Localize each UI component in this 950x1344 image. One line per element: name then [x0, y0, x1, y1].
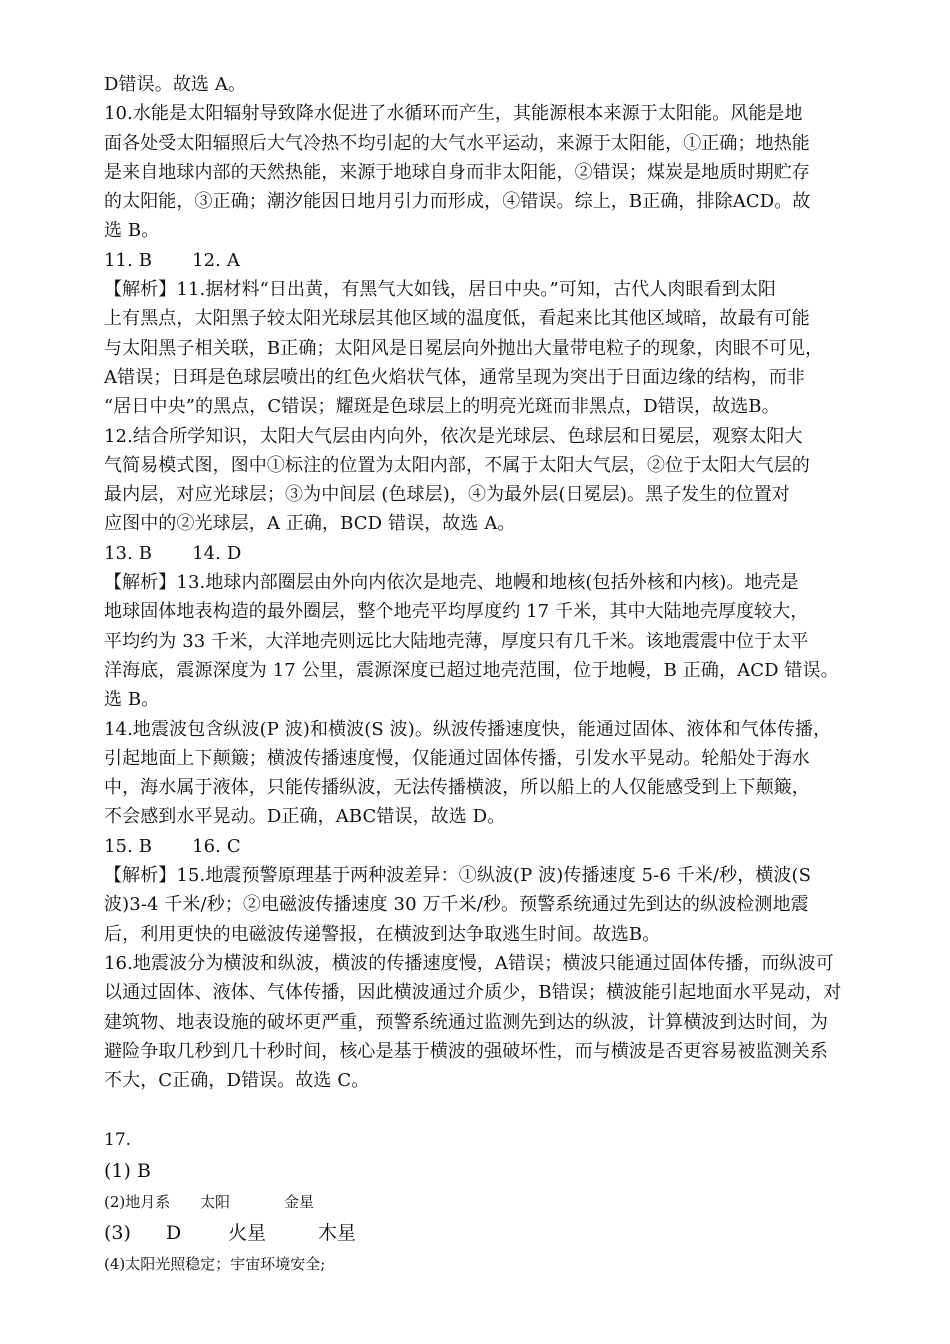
text-line: 应图中的②光球层，A 正确，BCD 错误，故选 A。	[104, 513, 516, 535]
text-line: 引起地面上下颠簸；横波传播速度慢，仅能通过固体传播，引发水平晃动。轮船处于海水	[104, 747, 810, 769]
text-line: 不会感到水平晃动。D正确，ABC错误，故选 D。	[104, 806, 506, 828]
text-line: 上有黑点，太阳黑子较太阳光球层其他区域的温度低，看起来比其他区域暗，故最有可能	[104, 308, 810, 330]
text-line: 【解析】11.据材料“日出黄，有黑气大如钱，居日中央。”可知，古代人肉眼看到太阳	[104, 279, 777, 301]
text-line: 10.水能是太阳辐射导致降水促进了水循环而产生，其能源根本来源于太阳能。风能是地	[104, 103, 803, 125]
question-17-part-3	[104, 1217, 864, 1249]
text-line: 不大，C正确，D错误。故选 C。	[104, 1070, 370, 1092]
document-page	[104, 70, 864, 1279]
text-line: 以通过固体、液体、气体传播，因此横波通过介质少，B错误；横波能引起地面水平晃动，对	[104, 982, 842, 1004]
text-line: “居日中央”的黑点，C错误；耀斑是色球层上的明亮光斑而非黑点，D错误，故选B。	[104, 396, 780, 418]
part-3-answer-c: 木星	[318, 1222, 357, 1245]
text-line: 后，利用更快的电磁波传递警报，在横波到达争取逃生时间。故选B。	[104, 923, 661, 945]
answer-11: 11. B	[104, 249, 153, 271]
answer-row	[104, 539, 864, 568]
part-2-label: (2)地月系	[104, 1193, 171, 1212]
text-line: 平均约为 33 千米，大洋地壳则远比大陆地壳薄，厚度只有几千米。该地震震中位于太平	[104, 630, 809, 652]
text-line: 气简易模式图，图中①标注的位置为太阳内部，不属于太阳大气层，②位于太阳大气层的	[104, 454, 810, 476]
text-line: 波)3-4 千米/秒；②电磁波传播速度 30 万千米/秒。预警系统通过先到达的纵波检测地震	[104, 894, 809, 916]
text-line: D错误。故选 A。	[104, 74, 247, 95]
text-line: 选 B。	[104, 220, 160, 242]
part-3-answer-b: 火星	[228, 1222, 267, 1245]
part-2-answer-b: 金星	[284, 1193, 315, 1212]
question-17-part-2	[104, 1187, 864, 1217]
text-line: 中，海水属于液体，只能传播纵波，无法传播横波，所以船上的人仅能感受到上下颠簸，	[104, 777, 810, 799]
text-line: A错误；日珥是色球层喷出的红色火焰状气体，通常呈现为突出于日面边缘的结构，而非	[104, 366, 805, 388]
text-line: 建筑物、地表设施的破坏更严重，预警系统通过监测先到达的纵波，计算横波到达时间，为	[104, 1011, 828, 1033]
text-line: 16.地震波分为横波和纵波，横波的传播速度慢，A错误；横波只能通过固体传播，而纵波可	[104, 952, 834, 974]
part-2-answer-a: 太阳	[200, 1193, 231, 1212]
text-line: 的太阳能，③正确；潮汐能因日地月引力而形成，④错误。综上，B正确，排除ACD。故	[104, 191, 811, 213]
text-line: 【解析】15.地震预警原理基于两种波差异：①纵波(P 波)传播速度 5-6 千米/秒，横波(S	[104, 865, 812, 887]
text-line: 选 B。	[104, 689, 160, 711]
answer-13: 13. B	[104, 542, 153, 564]
text-line: 是来自地球内部的天然热能，来源于地球自身而非太阳能，②错误；煤炭是地质时期贮存	[104, 161, 810, 183]
text-line: 地球固体地表构造的最外圈层，整个地壳平均厚度约 17 千米，其中大陆地壳厚度较大，	[104, 601, 809, 623]
text-line: 避险争取几秒到几十秒时间，核心是基于横波的强破坏性，而与横波是否更容易被监测关系	[104, 1040, 828, 1062]
text-line: 14.地震波包含纵波(P 波)和横波(S 波)。纵波传播速度快，能通过固体、液体和气体传播，	[104, 718, 832, 740]
part-3-answer-a: D	[166, 1222, 182, 1245]
answer-row	[104, 832, 864, 861]
answer-15: 15. B	[104, 835, 153, 857]
text-line: 12.结合所学知识，太阳大气层由内向外，依次是光球层、色球层和日冕层，观察太阳大	[104, 425, 803, 447]
text-line: 洋海底，震源深度为 17 公里，震源深度已超过地壳范围，位于地幔，B 正确，ACD 错误。	[104, 659, 839, 681]
question-17-part-1: (1) B	[104, 1160, 151, 1183]
text-line: 面各处受太阳辐照后大气冷热不均引起的大气水平运动，来源于太阳能，①正确；地热能	[104, 132, 810, 154]
text-line: 最内层，对应光球层；③为中间层 (色球层)，④为最外层(日冕层)。黑子发生的位置对	[104, 484, 790, 506]
answer-14: 14. D	[192, 542, 242, 564]
answer-row	[104, 246, 864, 275]
answer-12: 12. A	[192, 249, 240, 271]
question-17-part-4: (4)太阳光照稳定；宇宙环境安全;	[104, 1255, 326, 1274]
text-line: 与太阳黑子相关联，B正确；太阳风是日冕层向外抛出大量带电粒子的现象，肉眼不可见，	[104, 337, 824, 359]
text-line: 【解析】13.地球内部圈层由外向内依次是地壳、地幔和地核(包括外核和内核)。地壳是	[104, 572, 799, 594]
part-3-label: (3)	[104, 1222, 131, 1245]
question-17-number: 17.	[104, 1130, 132, 1151]
answer-16: 16. C	[192, 835, 241, 857]
